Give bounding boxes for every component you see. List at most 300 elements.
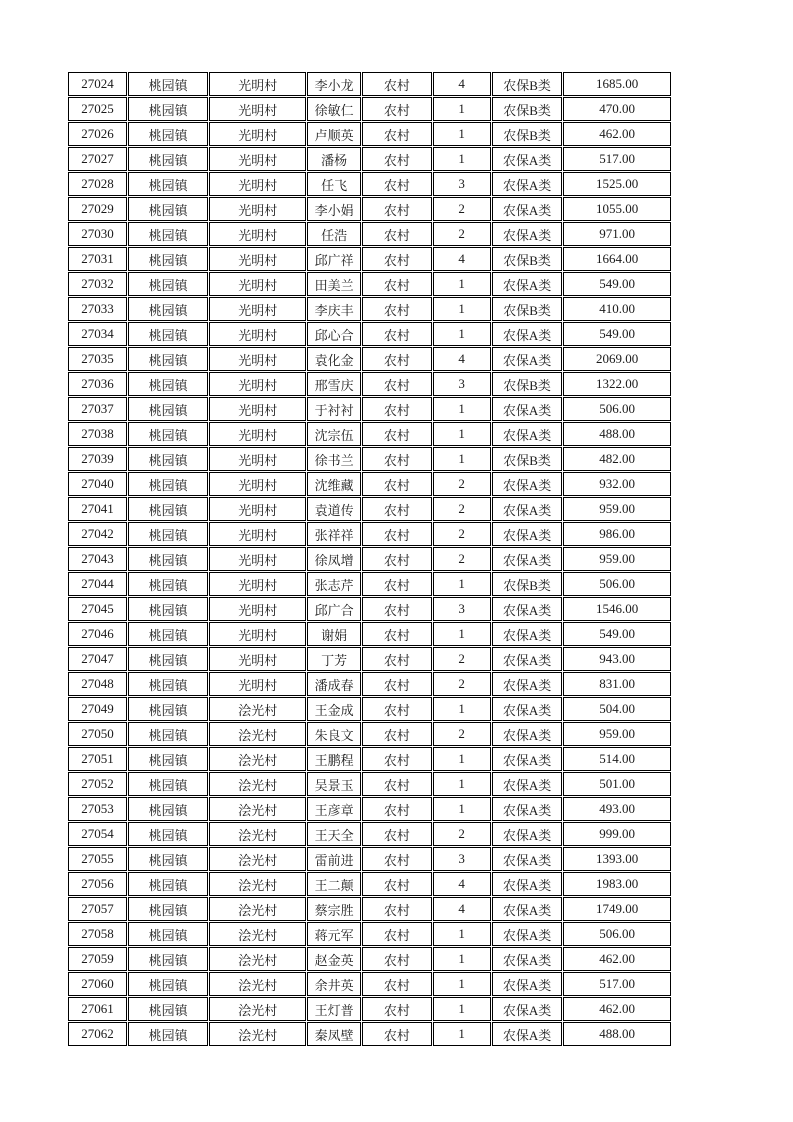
cell-town: 桃园镇 [128, 122, 208, 146]
cell-town: 桃园镇 [128, 272, 208, 296]
cell-member-count: 1 [433, 922, 491, 946]
table-row [68, 322, 671, 346]
cell-village: 浍光村 [209, 722, 306, 746]
cell-town: 桃园镇 [128, 497, 208, 521]
cell-record-id: 27053 [68, 797, 127, 821]
cell-person-name: 李小娟 [307, 197, 361, 221]
cell-town: 桃园镇 [128, 547, 208, 571]
cell-village: 光明村 [209, 522, 306, 546]
cell-record-id: 27048 [68, 672, 127, 696]
cell-person-name: 田美兰 [307, 272, 361, 296]
cell-record-id: 27054 [68, 822, 127, 846]
cell-village: 光明村 [209, 322, 306, 346]
cell-person-name: 邱广合 [307, 597, 361, 621]
cell-record-id: 27040 [68, 472, 127, 496]
cell-amount: 831.00 [563, 672, 671, 696]
cell-member-count: 1 [433, 122, 491, 146]
cell-hukou-type: 农村 [362, 747, 432, 771]
table-row [68, 147, 671, 171]
cell-hukou-type: 农村 [362, 797, 432, 821]
cell-amount: 1664.00 [563, 247, 671, 271]
table-row [68, 447, 671, 471]
cell-town: 桃园镇 [128, 72, 208, 96]
cell-record-id: 27025 [68, 97, 127, 121]
cell-record-id: 27026 [68, 122, 127, 146]
cell-village: 光明村 [209, 172, 306, 196]
cell-town: 桃园镇 [128, 1022, 208, 1046]
cell-record-id: 27036 [68, 372, 127, 396]
cell-village: 浍光村 [209, 997, 306, 1021]
cell-town: 桃园镇 [128, 697, 208, 721]
cell-person-name: 王天全 [307, 822, 361, 846]
table-row [68, 872, 671, 896]
cell-town: 桃园镇 [128, 97, 208, 121]
cell-village: 浍光村 [209, 897, 306, 921]
cell-hukou-type: 农村 [362, 497, 432, 521]
cell-hukou-type: 农村 [362, 147, 432, 171]
cell-village: 光明村 [209, 247, 306, 271]
cell-hukou-type: 农村 [362, 272, 432, 296]
cell-hukou-type: 农村 [362, 97, 432, 121]
cell-insurance-category: 农保A类 [492, 147, 563, 171]
cell-amount: 2069.00 [563, 347, 671, 371]
cell-record-id: 27039 [68, 447, 127, 471]
cell-town: 桃园镇 [128, 247, 208, 271]
cell-hukou-type: 农村 [362, 297, 432, 321]
cell-member-count: 1 [433, 797, 491, 821]
cell-member-count: 2 [433, 222, 491, 246]
cell-hukou-type: 农村 [362, 997, 432, 1021]
cell-amount: 1055.00 [563, 197, 671, 221]
cell-person-name: 朱良文 [307, 722, 361, 746]
table-row [68, 722, 671, 746]
cell-hukou-type: 农村 [362, 372, 432, 396]
cell-amount: 514.00 [563, 747, 671, 771]
cell-hukou-type: 农村 [362, 847, 432, 871]
cell-insurance-category: 农保A类 [492, 522, 563, 546]
cell-person-name: 王二颠 [307, 872, 361, 896]
table-row [68, 372, 671, 396]
cell-amount: 986.00 [563, 522, 671, 546]
cell-hukou-type: 农村 [362, 622, 432, 646]
cell-town: 桃园镇 [128, 922, 208, 946]
cell-town: 桃园镇 [128, 372, 208, 396]
cell-insurance-category: 农保A类 [492, 897, 563, 921]
cell-insurance-category: 农保A类 [492, 697, 563, 721]
table-row [68, 272, 671, 296]
cell-member-count: 3 [433, 847, 491, 871]
cell-record-id: 27032 [68, 272, 127, 296]
cell-insurance-category: 农保A类 [492, 597, 563, 621]
cell-insurance-category: 农保A类 [492, 872, 563, 896]
cell-amount: 959.00 [563, 497, 671, 521]
cell-amount: 1393.00 [563, 847, 671, 871]
table-row [68, 397, 671, 421]
cell-person-name: 沈维藏 [307, 472, 361, 496]
cell-amount: 549.00 [563, 322, 671, 346]
cell-amount: 462.00 [563, 997, 671, 1021]
cell-hukou-type: 农村 [362, 672, 432, 696]
cell-person-name: 徐敏仁 [307, 97, 361, 121]
cell-member-count: 2 [433, 722, 491, 746]
cell-hukou-type: 农村 [362, 447, 432, 471]
cell-member-count: 1 [433, 397, 491, 421]
cell-town: 桃园镇 [128, 597, 208, 621]
cell-hukou-type: 农村 [362, 647, 432, 671]
table-row [68, 472, 671, 496]
cell-insurance-category: 农保A类 [492, 172, 563, 196]
cell-insurance-category: 农保A类 [492, 947, 563, 971]
cell-hukou-type: 农村 [362, 222, 432, 246]
cell-hukou-type: 农村 [362, 522, 432, 546]
table-row [68, 822, 671, 846]
cell-person-name: 邱心合 [307, 322, 361, 346]
cell-amount: 462.00 [563, 122, 671, 146]
cell-hukou-type: 农村 [362, 872, 432, 896]
cell-amount: 959.00 [563, 547, 671, 571]
cell-member-count: 1 [433, 422, 491, 446]
cell-amount: 517.00 [563, 147, 671, 171]
cell-record-id: 27030 [68, 222, 127, 246]
table-row [68, 247, 671, 271]
cell-record-id: 27057 [68, 897, 127, 921]
cell-hukou-type: 农村 [362, 547, 432, 571]
cell-person-name: 秦凤壁 [307, 1022, 361, 1046]
cell-amount: 488.00 [563, 1022, 671, 1046]
cell-town: 桃园镇 [128, 622, 208, 646]
cell-person-name: 潘杨 [307, 147, 361, 171]
cell-town: 桃园镇 [128, 472, 208, 496]
cell-town: 桃园镇 [128, 722, 208, 746]
table-row [68, 922, 671, 946]
cell-member-count: 1 [433, 947, 491, 971]
table-row [68, 597, 671, 621]
cell-amount: 470.00 [563, 97, 671, 121]
cell-village: 光明村 [209, 222, 306, 246]
cell-member-count: 1 [433, 572, 491, 596]
cell-record-id: 27047 [68, 647, 127, 671]
cell-insurance-category: 农保B类 [492, 122, 563, 146]
cell-person-name: 袁化金 [307, 347, 361, 371]
records-table-body [68, 72, 671, 1046]
cell-village: 光明村 [209, 297, 306, 321]
cell-person-name: 蔡宗胜 [307, 897, 361, 921]
cell-insurance-category: 农保B类 [492, 97, 563, 121]
table-row [68, 697, 671, 721]
cell-village: 光明村 [209, 397, 306, 421]
cell-amount: 504.00 [563, 697, 671, 721]
cell-town: 桃园镇 [128, 222, 208, 246]
cell-insurance-category: 农保A类 [492, 922, 563, 946]
cell-hukou-type: 农村 [362, 697, 432, 721]
cell-amount: 549.00 [563, 622, 671, 646]
table-row [68, 622, 671, 646]
cell-record-id: 27059 [68, 947, 127, 971]
cell-person-name: 蒋元军 [307, 922, 361, 946]
cell-person-name: 张志芹 [307, 572, 361, 596]
cell-person-name: 王金成 [307, 697, 361, 721]
table-row [68, 647, 671, 671]
cell-hukou-type: 农村 [362, 322, 432, 346]
cell-record-id: 27034 [68, 322, 127, 346]
records-table [67, 71, 672, 1047]
cell-village: 浍光村 [209, 972, 306, 996]
cell-village: 光明村 [209, 347, 306, 371]
cell-town: 桃园镇 [128, 322, 208, 346]
cell-town: 桃园镇 [128, 647, 208, 671]
cell-village: 光明村 [209, 497, 306, 521]
table-row [68, 172, 671, 196]
cell-amount: 1546.00 [563, 597, 671, 621]
cell-person-name: 李庆丰 [307, 297, 361, 321]
cell-insurance-category: 农保A类 [492, 747, 563, 771]
cell-insurance-category: 农保A类 [492, 547, 563, 571]
cell-person-name: 吴景玉 [307, 772, 361, 796]
table-row [68, 97, 671, 121]
cell-insurance-category: 农保A类 [492, 672, 563, 696]
cell-insurance-category: 农保A类 [492, 1022, 563, 1046]
table-row [68, 972, 671, 996]
cell-hukou-type: 农村 [362, 397, 432, 421]
cell-record-id: 27028 [68, 172, 127, 196]
cell-town: 桃园镇 [128, 172, 208, 196]
cell-record-id: 27029 [68, 197, 127, 221]
cell-record-id: 27031 [68, 247, 127, 271]
cell-record-id: 27050 [68, 722, 127, 746]
table-row [68, 747, 671, 771]
cell-member-count: 2 [433, 822, 491, 846]
cell-town: 桃园镇 [128, 897, 208, 921]
cell-insurance-category: 农保A类 [492, 422, 563, 446]
cell-insurance-category: 农保A类 [492, 622, 563, 646]
cell-record-id: 27052 [68, 772, 127, 796]
cell-record-id: 27041 [68, 497, 127, 521]
cell-person-name: 沈宗伍 [307, 422, 361, 446]
cell-person-name: 卢顺英 [307, 122, 361, 146]
cell-record-id: 27061 [68, 997, 127, 1021]
table-row [68, 547, 671, 571]
cell-person-name: 任飞 [307, 172, 361, 196]
cell-village: 光明村 [209, 122, 306, 146]
cell-member-count: 1 [433, 447, 491, 471]
cell-amount: 482.00 [563, 447, 671, 471]
cell-hukou-type: 农村 [362, 72, 432, 96]
cell-member-count: 2 [433, 472, 491, 496]
table-row [68, 847, 671, 871]
cell-insurance-category: 农保A类 [492, 272, 563, 296]
cell-record-id: 27058 [68, 922, 127, 946]
cell-village: 光明村 [209, 147, 306, 171]
cell-insurance-category: 农保A类 [492, 197, 563, 221]
cell-insurance-category: 农保B类 [492, 72, 563, 96]
cell-member-count: 1 [433, 297, 491, 321]
cell-person-name: 张祥祥 [307, 522, 361, 546]
table-row [68, 572, 671, 596]
cell-town: 桃园镇 [128, 297, 208, 321]
cell-member-count: 1 [433, 697, 491, 721]
cell-amount: 943.00 [563, 647, 671, 671]
cell-record-id: 27033 [68, 297, 127, 321]
cell-town: 桃园镇 [128, 397, 208, 421]
cell-record-id: 27051 [68, 747, 127, 771]
cell-village: 光明村 [209, 547, 306, 571]
cell-member-count: 3 [433, 372, 491, 396]
cell-amount: 1983.00 [563, 872, 671, 896]
cell-member-count: 1 [433, 747, 491, 771]
cell-village: 光明村 [209, 97, 306, 121]
cell-hukou-type: 农村 [362, 472, 432, 496]
cell-village: 浍光村 [209, 697, 306, 721]
cell-insurance-category: 农保A类 [492, 797, 563, 821]
cell-amount: 410.00 [563, 297, 671, 321]
cell-record-id: 27024 [68, 72, 127, 96]
cell-record-id: 27038 [68, 422, 127, 446]
cell-town: 桃园镇 [128, 447, 208, 471]
cell-town: 桃园镇 [128, 572, 208, 596]
cell-amount: 549.00 [563, 272, 671, 296]
cell-person-name: 任浩 [307, 222, 361, 246]
cell-village: 光明村 [209, 622, 306, 646]
cell-record-id: 27037 [68, 397, 127, 421]
cell-insurance-category: 农保A类 [492, 772, 563, 796]
cell-village: 浍光村 [209, 772, 306, 796]
cell-person-name: 王彦章 [307, 797, 361, 821]
cell-record-id: 27055 [68, 847, 127, 871]
cell-person-name: 赵金英 [307, 947, 361, 971]
cell-hukou-type: 农村 [362, 822, 432, 846]
cell-insurance-category: 农保A类 [492, 847, 563, 871]
cell-record-id: 27043 [68, 547, 127, 571]
cell-hukou-type: 农村 [362, 922, 432, 946]
cell-insurance-category: 农保A类 [492, 347, 563, 371]
cell-insurance-category: 农保A类 [492, 222, 563, 246]
cell-member-count: 1 [433, 622, 491, 646]
cell-town: 桃园镇 [128, 997, 208, 1021]
cell-hukou-type: 农村 [362, 972, 432, 996]
cell-member-count: 4 [433, 872, 491, 896]
cell-amount: 932.00 [563, 472, 671, 496]
cell-insurance-category: 农保A类 [492, 397, 563, 421]
cell-amount: 1749.00 [563, 897, 671, 921]
cell-amount: 1685.00 [563, 72, 671, 96]
cell-town: 桃园镇 [128, 772, 208, 796]
cell-village: 光明村 [209, 447, 306, 471]
cell-town: 桃园镇 [128, 947, 208, 971]
cell-person-name: 潘成春 [307, 672, 361, 696]
cell-village: 浍光村 [209, 922, 306, 946]
cell-member-count: 2 [433, 197, 491, 221]
cell-hukou-type: 农村 [362, 197, 432, 221]
cell-insurance-category: 农保A类 [492, 647, 563, 671]
cell-member-count: 1 [433, 97, 491, 121]
cell-amount: 971.00 [563, 222, 671, 246]
cell-amount: 501.00 [563, 772, 671, 796]
cell-amount: 493.00 [563, 797, 671, 821]
cell-member-count: 2 [433, 522, 491, 546]
table-row [68, 772, 671, 796]
cell-town: 桃园镇 [128, 822, 208, 846]
table-row [68, 997, 671, 1021]
cell-insurance-category: 农保B类 [492, 297, 563, 321]
cell-hukou-type: 农村 [362, 772, 432, 796]
cell-insurance-category: 农保B类 [492, 447, 563, 471]
cell-record-id: 27044 [68, 572, 127, 596]
cell-insurance-category: 农保A类 [492, 497, 563, 521]
cell-insurance-category: 农保B类 [492, 572, 563, 596]
cell-member-count: 3 [433, 597, 491, 621]
cell-amount: 999.00 [563, 822, 671, 846]
table-row [68, 222, 671, 246]
cell-record-id: 27042 [68, 522, 127, 546]
cell-town: 桃园镇 [128, 197, 208, 221]
cell-hukou-type: 农村 [362, 422, 432, 446]
table-row [68, 797, 671, 821]
table-row [68, 947, 671, 971]
cell-village: 浍光村 [209, 1022, 306, 1046]
cell-person-name: 丁芳 [307, 647, 361, 671]
cell-record-id: 27035 [68, 347, 127, 371]
cell-amount: 959.00 [563, 722, 671, 746]
cell-amount: 462.00 [563, 947, 671, 971]
cell-record-id: 27062 [68, 1022, 127, 1046]
cell-village: 光明村 [209, 372, 306, 396]
cell-town: 桃园镇 [128, 347, 208, 371]
cell-person-name: 袁道传 [307, 497, 361, 521]
cell-insurance-category: 农保B类 [492, 372, 563, 396]
cell-town: 桃园镇 [128, 422, 208, 446]
cell-village: 浍光村 [209, 822, 306, 846]
cell-person-name: 徐凤增 [307, 547, 361, 571]
cell-insurance-category: 农保A类 [492, 997, 563, 1021]
cell-insurance-category: 农保A类 [492, 722, 563, 746]
cell-insurance-category: 农保B类 [492, 247, 563, 271]
cell-village: 浍光村 [209, 747, 306, 771]
cell-town: 桃园镇 [128, 147, 208, 171]
cell-hukou-type: 农村 [362, 947, 432, 971]
cell-member-count: 4 [433, 72, 491, 96]
cell-member-count: 2 [433, 497, 491, 521]
cell-record-id: 27045 [68, 597, 127, 621]
cell-village: 光明村 [209, 672, 306, 696]
cell-person-name: 徐书兰 [307, 447, 361, 471]
cell-village: 光明村 [209, 472, 306, 496]
cell-town: 桃园镇 [128, 847, 208, 871]
cell-village: 浍光村 [209, 947, 306, 971]
cell-village: 浍光村 [209, 872, 306, 896]
cell-hukou-type: 农村 [362, 572, 432, 596]
cell-village: 光明村 [209, 572, 306, 596]
cell-village: 光明村 [209, 272, 306, 296]
cell-amount: 506.00 [563, 397, 671, 421]
cell-amount: 1322.00 [563, 372, 671, 396]
table-row [68, 497, 671, 521]
cell-amount: 517.00 [563, 972, 671, 996]
cell-member-count: 4 [433, 347, 491, 371]
cell-member-count: 4 [433, 247, 491, 271]
table-row [68, 122, 671, 146]
table-row [68, 197, 671, 221]
cell-member-count: 2 [433, 547, 491, 571]
cell-town: 桃园镇 [128, 672, 208, 696]
cell-town: 桃园镇 [128, 747, 208, 771]
cell-person-name: 王鹏程 [307, 747, 361, 771]
cell-hukou-type: 农村 [362, 897, 432, 921]
cell-member-count: 2 [433, 647, 491, 671]
cell-village: 光明村 [209, 422, 306, 446]
table-row [68, 72, 671, 96]
cell-record-id: 27027 [68, 147, 127, 171]
cell-record-id: 27060 [68, 972, 127, 996]
